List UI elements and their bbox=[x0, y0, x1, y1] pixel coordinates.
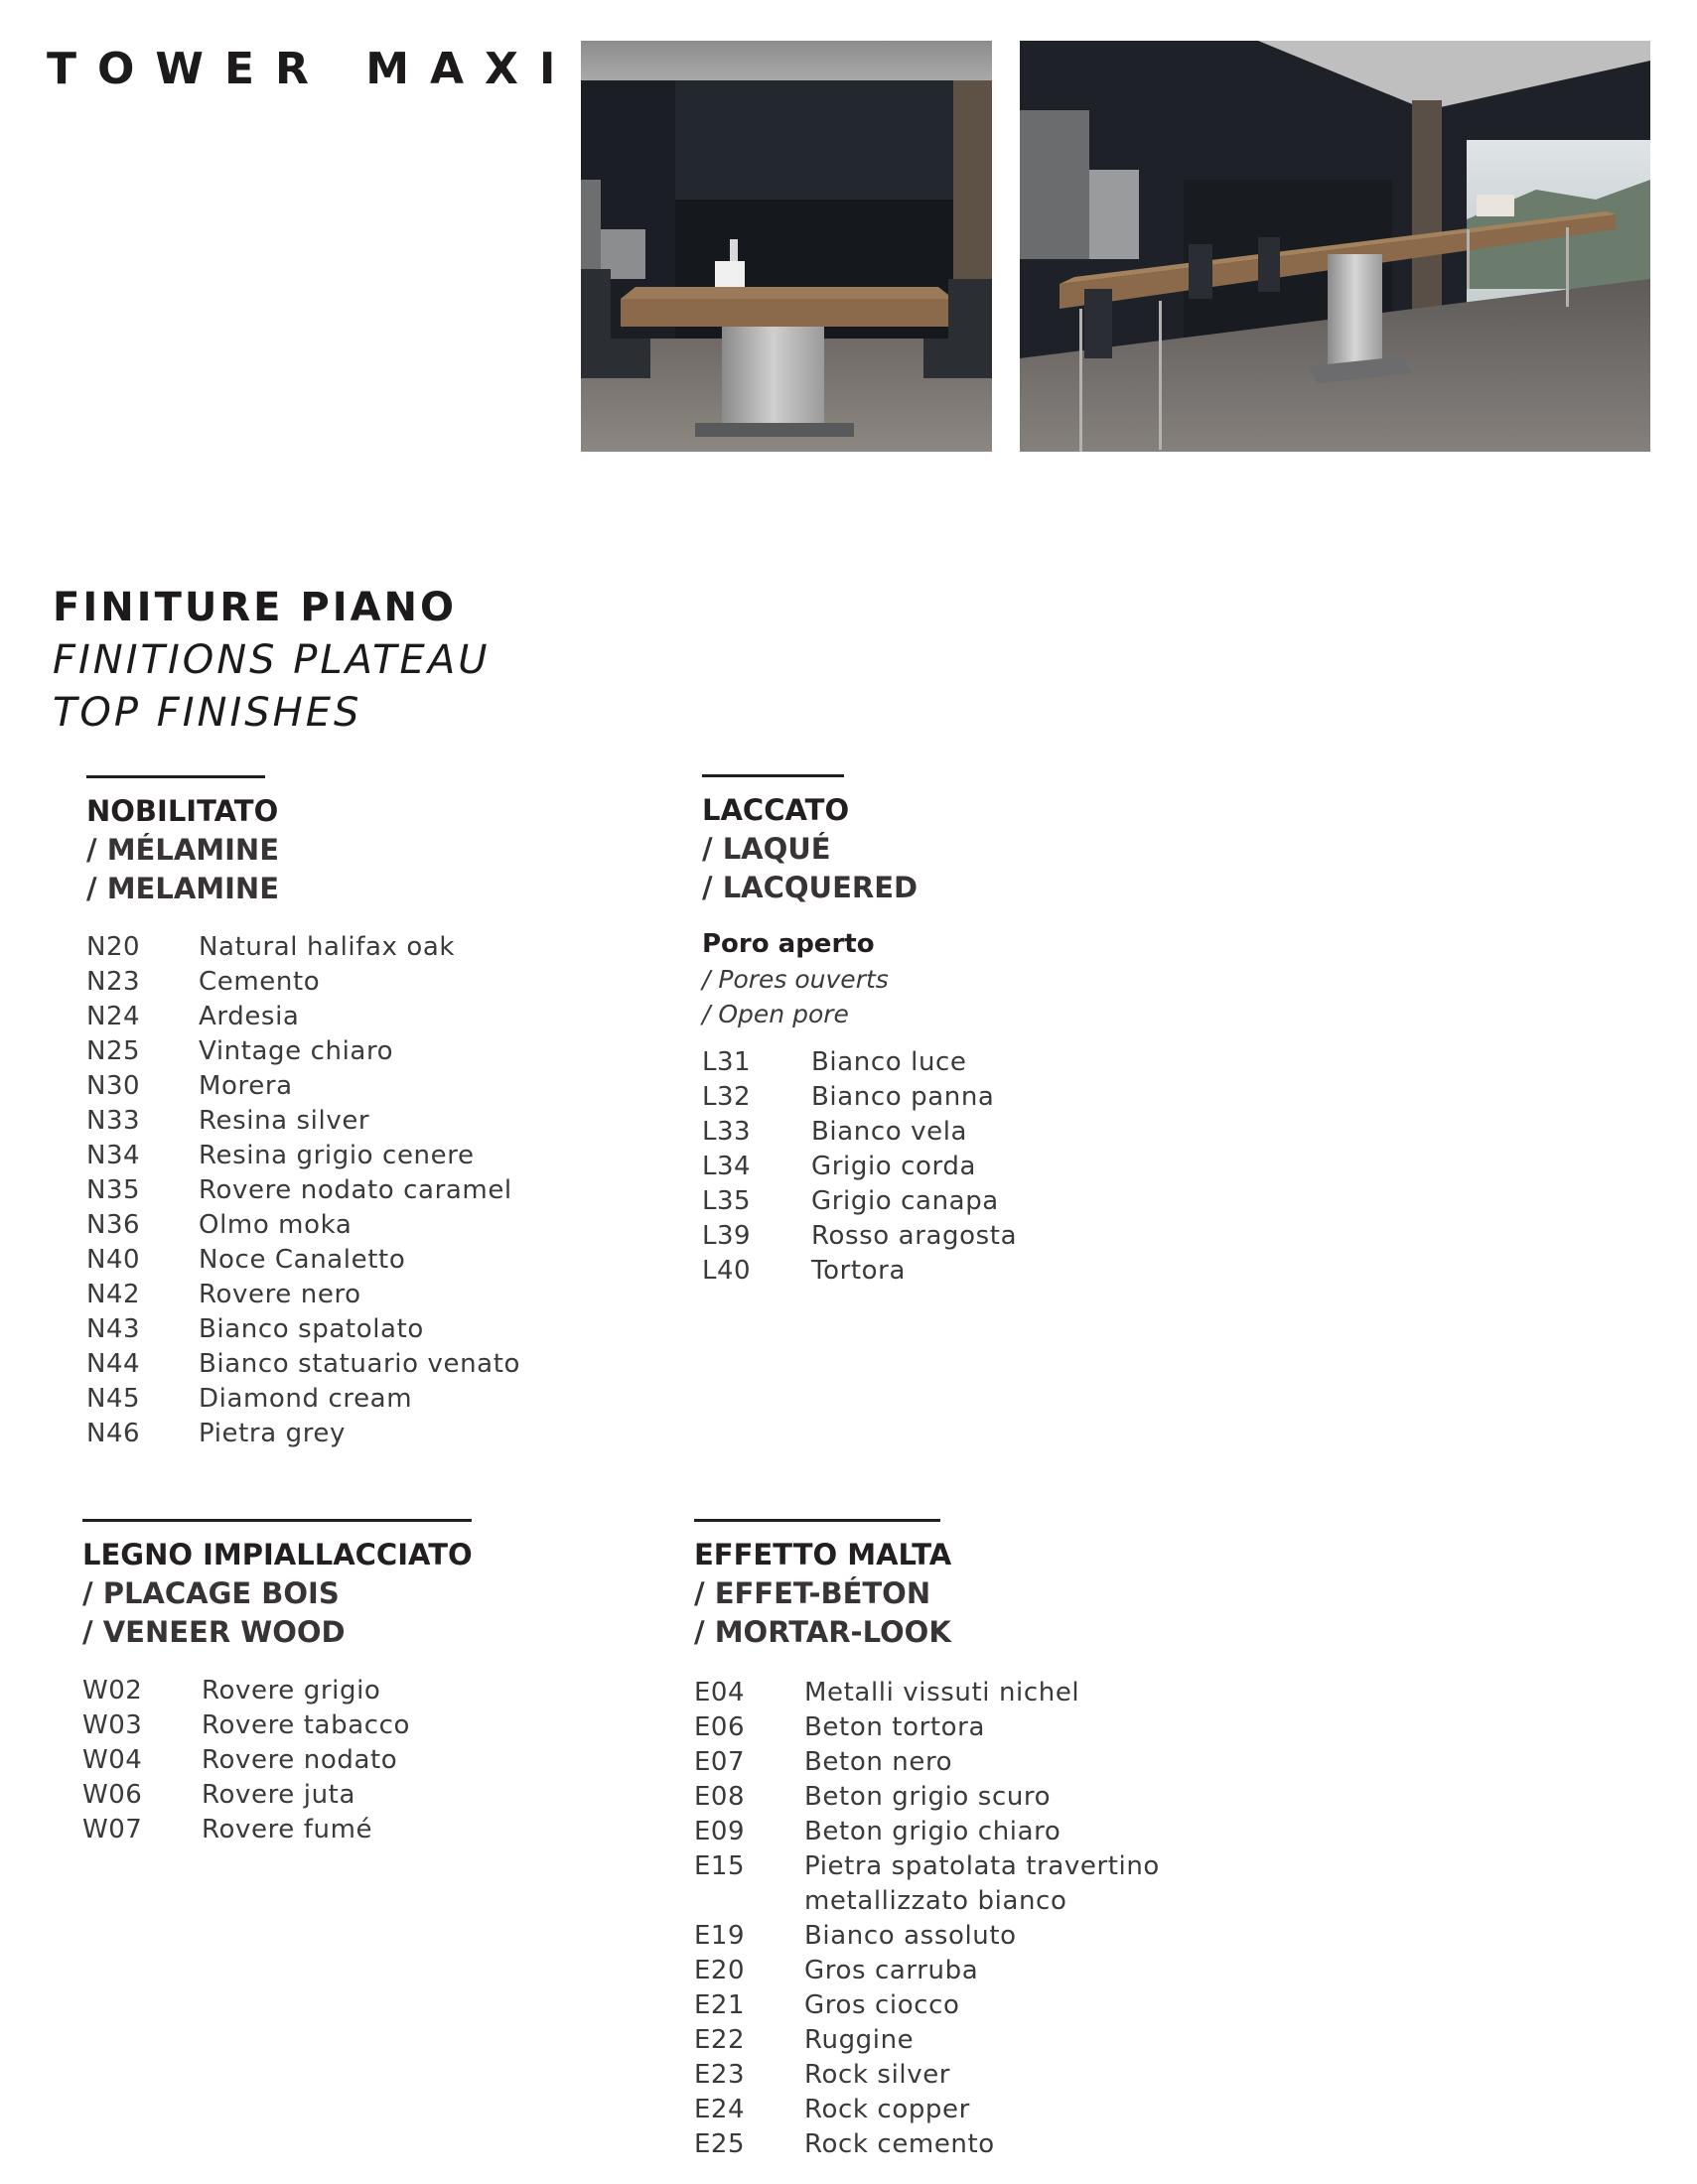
finish-name: Rovere fumé bbox=[202, 1815, 373, 1844]
finish-code: E06 bbox=[694, 1712, 746, 1742]
finish-code: E15 bbox=[694, 1851, 746, 1881]
finish-name: Natural halifax oak bbox=[199, 932, 456, 962]
section-laccato bbox=[702, 774, 1017, 1289]
section-nobilitato bbox=[86, 775, 520, 1451]
subtitle-it: Poro aperto bbox=[702, 929, 875, 959]
finish-list bbox=[694, 1676, 1160, 2162]
finish-list bbox=[702, 1045, 1017, 1289]
section-subtitle bbox=[702, 927, 1017, 1031]
finish-name: Diamond cream bbox=[199, 1384, 413, 1414]
section-title-it: NOBILITATO bbox=[86, 794, 279, 828]
finish-name: Beton grigio scuro bbox=[804, 1782, 1052, 1812]
finish-item bbox=[694, 1815, 1160, 1849]
finish-name: Bianco luce bbox=[811, 1047, 967, 1077]
finish-item bbox=[86, 1278, 520, 1312]
finish-name: Cemento bbox=[199, 967, 321, 997]
finish-item bbox=[694, 1745, 1160, 1780]
finish-item bbox=[694, 1919, 1160, 1954]
finish-name: Grigio canapa bbox=[811, 1186, 999, 1216]
finish-item bbox=[694, 2058, 1160, 2093]
finish-name: Bianco statuario venato bbox=[199, 1349, 520, 1379]
finish-item bbox=[82, 1674, 473, 1708]
table-extended-illustration bbox=[1020, 41, 1650, 452]
section-title-en: / VENEER WOOD bbox=[82, 1615, 346, 1649]
finish-name: Resina grigio cenere bbox=[199, 1141, 475, 1170]
finish-code: L39 bbox=[702, 1221, 752, 1251]
finish-item bbox=[702, 1115, 1017, 1150]
finish-code: E25 bbox=[694, 2129, 746, 2159]
finish-code: N44 bbox=[86, 1349, 141, 1379]
finish-name: Rosso aragosta bbox=[811, 1221, 1018, 1251]
finish-code: N35 bbox=[86, 1175, 141, 1205]
finish-name: Vintage chiaro bbox=[199, 1036, 394, 1066]
finish-item bbox=[86, 1034, 520, 1069]
finish-name: Beton tortora bbox=[804, 1712, 985, 1742]
finish-name: Rovere nodato bbox=[202, 1745, 398, 1775]
section-title-en: / MELAMINE bbox=[86, 872, 280, 905]
finish-code: E07 bbox=[694, 1747, 746, 1777]
finish-code: L35 bbox=[702, 1186, 752, 1216]
finish-code: N25 bbox=[86, 1036, 141, 1066]
section-legno bbox=[82, 1519, 473, 1847]
finish-item bbox=[702, 1080, 1017, 1115]
finish-item bbox=[702, 1184, 1017, 1219]
section-title bbox=[702, 791, 1017, 907]
finish-item bbox=[86, 1173, 520, 1208]
finish-item bbox=[702, 1150, 1017, 1184]
section-title bbox=[82, 1536, 473, 1652]
finish-code: E20 bbox=[694, 1956, 746, 1985]
finish-code: L40 bbox=[702, 1256, 752, 1286]
finish-name: Pietra grey bbox=[199, 1419, 347, 1448]
finish-code: E19 bbox=[694, 1921, 746, 1951]
table-extended-photo bbox=[1020, 41, 1650, 452]
finish-name: Beton grigio chiaro bbox=[804, 1817, 1061, 1846]
finish-name: Rovere grigio bbox=[202, 1676, 381, 1706]
table-closed-photo bbox=[581, 41, 992, 452]
finish-code: N46 bbox=[86, 1419, 141, 1448]
section-title-fr: / MÉLAMINE bbox=[86, 833, 280, 867]
product-title: TOWER MAXI bbox=[47, 44, 577, 94]
finish-code: L31 bbox=[702, 1047, 752, 1077]
finish-name: Rovere nodato caramel bbox=[199, 1175, 512, 1205]
finish-code: L32 bbox=[702, 1082, 752, 1112]
finish-code: E09 bbox=[694, 1817, 746, 1846]
section-divider bbox=[82, 1519, 472, 1522]
finish-item-continuation bbox=[694, 1884, 1160, 1919]
finish-name: Noce Canaletto bbox=[199, 1245, 406, 1275]
finish-code: N23 bbox=[86, 967, 141, 997]
finish-item bbox=[694, 1954, 1160, 1988]
finish-name: Bianco panna bbox=[811, 1082, 995, 1112]
section-divider bbox=[86, 775, 265, 778]
finish-code: W04 bbox=[82, 1745, 143, 1775]
finish-name: Rovere juta bbox=[202, 1780, 355, 1810]
finish-name: Metalli vissuti nichel bbox=[804, 1678, 1080, 1707]
finish-name: Rovere tabacco bbox=[202, 1710, 411, 1740]
finish-code: N24 bbox=[86, 1002, 141, 1031]
finish-name: Olmo moka bbox=[199, 1210, 353, 1240]
finish-item bbox=[86, 1139, 520, 1173]
finish-item bbox=[86, 1104, 520, 1139]
finish-code: N30 bbox=[86, 1071, 141, 1101]
section-title bbox=[86, 792, 520, 908]
finish-item bbox=[694, 2023, 1160, 2058]
section-title-it: LACCATO bbox=[702, 793, 850, 827]
finish-code: W07 bbox=[82, 1815, 143, 1844]
finish-item bbox=[694, 2127, 1160, 2162]
finish-code: L33 bbox=[702, 1117, 752, 1147]
section-divider bbox=[694, 1519, 940, 1522]
finish-item bbox=[694, 1988, 1160, 2023]
finish-name: Rock copper bbox=[804, 2095, 970, 2124]
section-divider bbox=[702, 774, 844, 777]
finish-name: Gros carruba bbox=[804, 1956, 979, 1985]
finish-code: W06 bbox=[82, 1780, 143, 1810]
finish-code: N34 bbox=[86, 1141, 141, 1170]
finish-name: Morera bbox=[199, 1071, 293, 1101]
finish-name: Beton nero bbox=[804, 1747, 953, 1777]
section-effetto bbox=[694, 1519, 1160, 2162]
section-title-fr: / LAQUÉ bbox=[702, 832, 831, 866]
finish-code: N40 bbox=[86, 1245, 141, 1275]
section-title-fr: / PLACAGE BOIS bbox=[82, 1576, 340, 1610]
table-closed-illustration bbox=[581, 41, 992, 452]
finish-name: Bianco assoluto bbox=[804, 1921, 1017, 1951]
heading-french: FINITIONS PLATEAU bbox=[53, 637, 491, 683]
finish-item bbox=[86, 1417, 520, 1451]
finish-name: Bianco spatolato bbox=[199, 1314, 424, 1344]
finish-name: Tortora bbox=[811, 1256, 906, 1286]
finish-name: Ardesia bbox=[199, 1002, 300, 1031]
finish-name: Rock cemento bbox=[804, 2129, 995, 2159]
finish-code: N42 bbox=[86, 1280, 141, 1309]
finish-item bbox=[86, 1069, 520, 1104]
finish-name: Gros ciocco bbox=[804, 1990, 960, 2020]
finish-item bbox=[82, 1743, 473, 1778]
finish-item bbox=[86, 1243, 520, 1278]
finish-name: Ruggine bbox=[804, 2025, 915, 2055]
finish-item bbox=[82, 1813, 473, 1847]
finish-code: W03 bbox=[82, 1710, 143, 1740]
finish-code: N20 bbox=[86, 932, 141, 962]
finish-code: W02 bbox=[82, 1676, 143, 1706]
finish-item bbox=[702, 1254, 1017, 1289]
finish-item bbox=[694, 2093, 1160, 2127]
finish-item bbox=[82, 1708, 473, 1743]
finish-code: E23 bbox=[694, 2060, 746, 2090]
finish-item bbox=[86, 1312, 520, 1347]
finish-code: E08 bbox=[694, 1782, 746, 1812]
finish-item bbox=[694, 1780, 1160, 1815]
finish-code: E22 bbox=[694, 2025, 746, 2055]
finish-name-continued: metallizzato bianco bbox=[804, 1886, 1067, 1916]
finish-name: Grigio corda bbox=[811, 1152, 977, 1181]
section-title-en: / LACQUERED bbox=[702, 871, 919, 904]
finish-code: N33 bbox=[86, 1106, 141, 1136]
finish-name: Resina silver bbox=[199, 1106, 370, 1136]
finish-item bbox=[694, 1710, 1160, 1745]
finish-code: E24 bbox=[694, 2095, 746, 2124]
subtitle-fr: / Pores ouverts bbox=[702, 965, 889, 994]
heading-italian: FINITURE PIANO bbox=[53, 585, 458, 630]
finish-code: N43 bbox=[86, 1314, 141, 1344]
finish-item bbox=[694, 1849, 1160, 1884]
finish-name: Pietra spatolata travertino bbox=[804, 1851, 1160, 1881]
section-title bbox=[694, 1536, 1160, 1652]
finish-item bbox=[86, 1208, 520, 1243]
finish-item bbox=[86, 1382, 520, 1417]
finish-list bbox=[82, 1674, 473, 1847]
finish-item bbox=[702, 1219, 1017, 1254]
finish-item bbox=[86, 965, 520, 1000]
heading-english: TOP FINISHES bbox=[53, 690, 362, 736]
subtitle-en: / Open pore bbox=[702, 1000, 849, 1028]
finish-name: Rock silver bbox=[804, 2060, 951, 2090]
finish-item bbox=[694, 1676, 1160, 1710]
top-finishes-heading bbox=[53, 582, 490, 740]
finish-item bbox=[86, 930, 520, 965]
finish-code: L34 bbox=[702, 1152, 752, 1181]
finish-code: N36 bbox=[86, 1210, 141, 1240]
section-title-it: LEGNO IMPIALLACCIATO bbox=[82, 1538, 473, 1571]
finish-item bbox=[82, 1778, 473, 1813]
finish-item bbox=[86, 1347, 520, 1382]
finish-code: E04 bbox=[694, 1678, 746, 1707]
finish-item bbox=[86, 1000, 520, 1034]
finish-list bbox=[86, 930, 520, 1451]
finish-name: Rovere nero bbox=[199, 1280, 361, 1309]
section-title-fr: / EFFET-BÉTON bbox=[694, 1576, 931, 1610]
section-title-en: / MORTAR-LOOK bbox=[694, 1615, 951, 1649]
finish-name: Bianco vela bbox=[811, 1117, 968, 1147]
section-title-it: EFFETTO MALTA bbox=[694, 1538, 952, 1571]
finish-item bbox=[702, 1045, 1017, 1080]
finish-code: E21 bbox=[694, 1990, 746, 2020]
finish-code: N45 bbox=[86, 1384, 141, 1414]
